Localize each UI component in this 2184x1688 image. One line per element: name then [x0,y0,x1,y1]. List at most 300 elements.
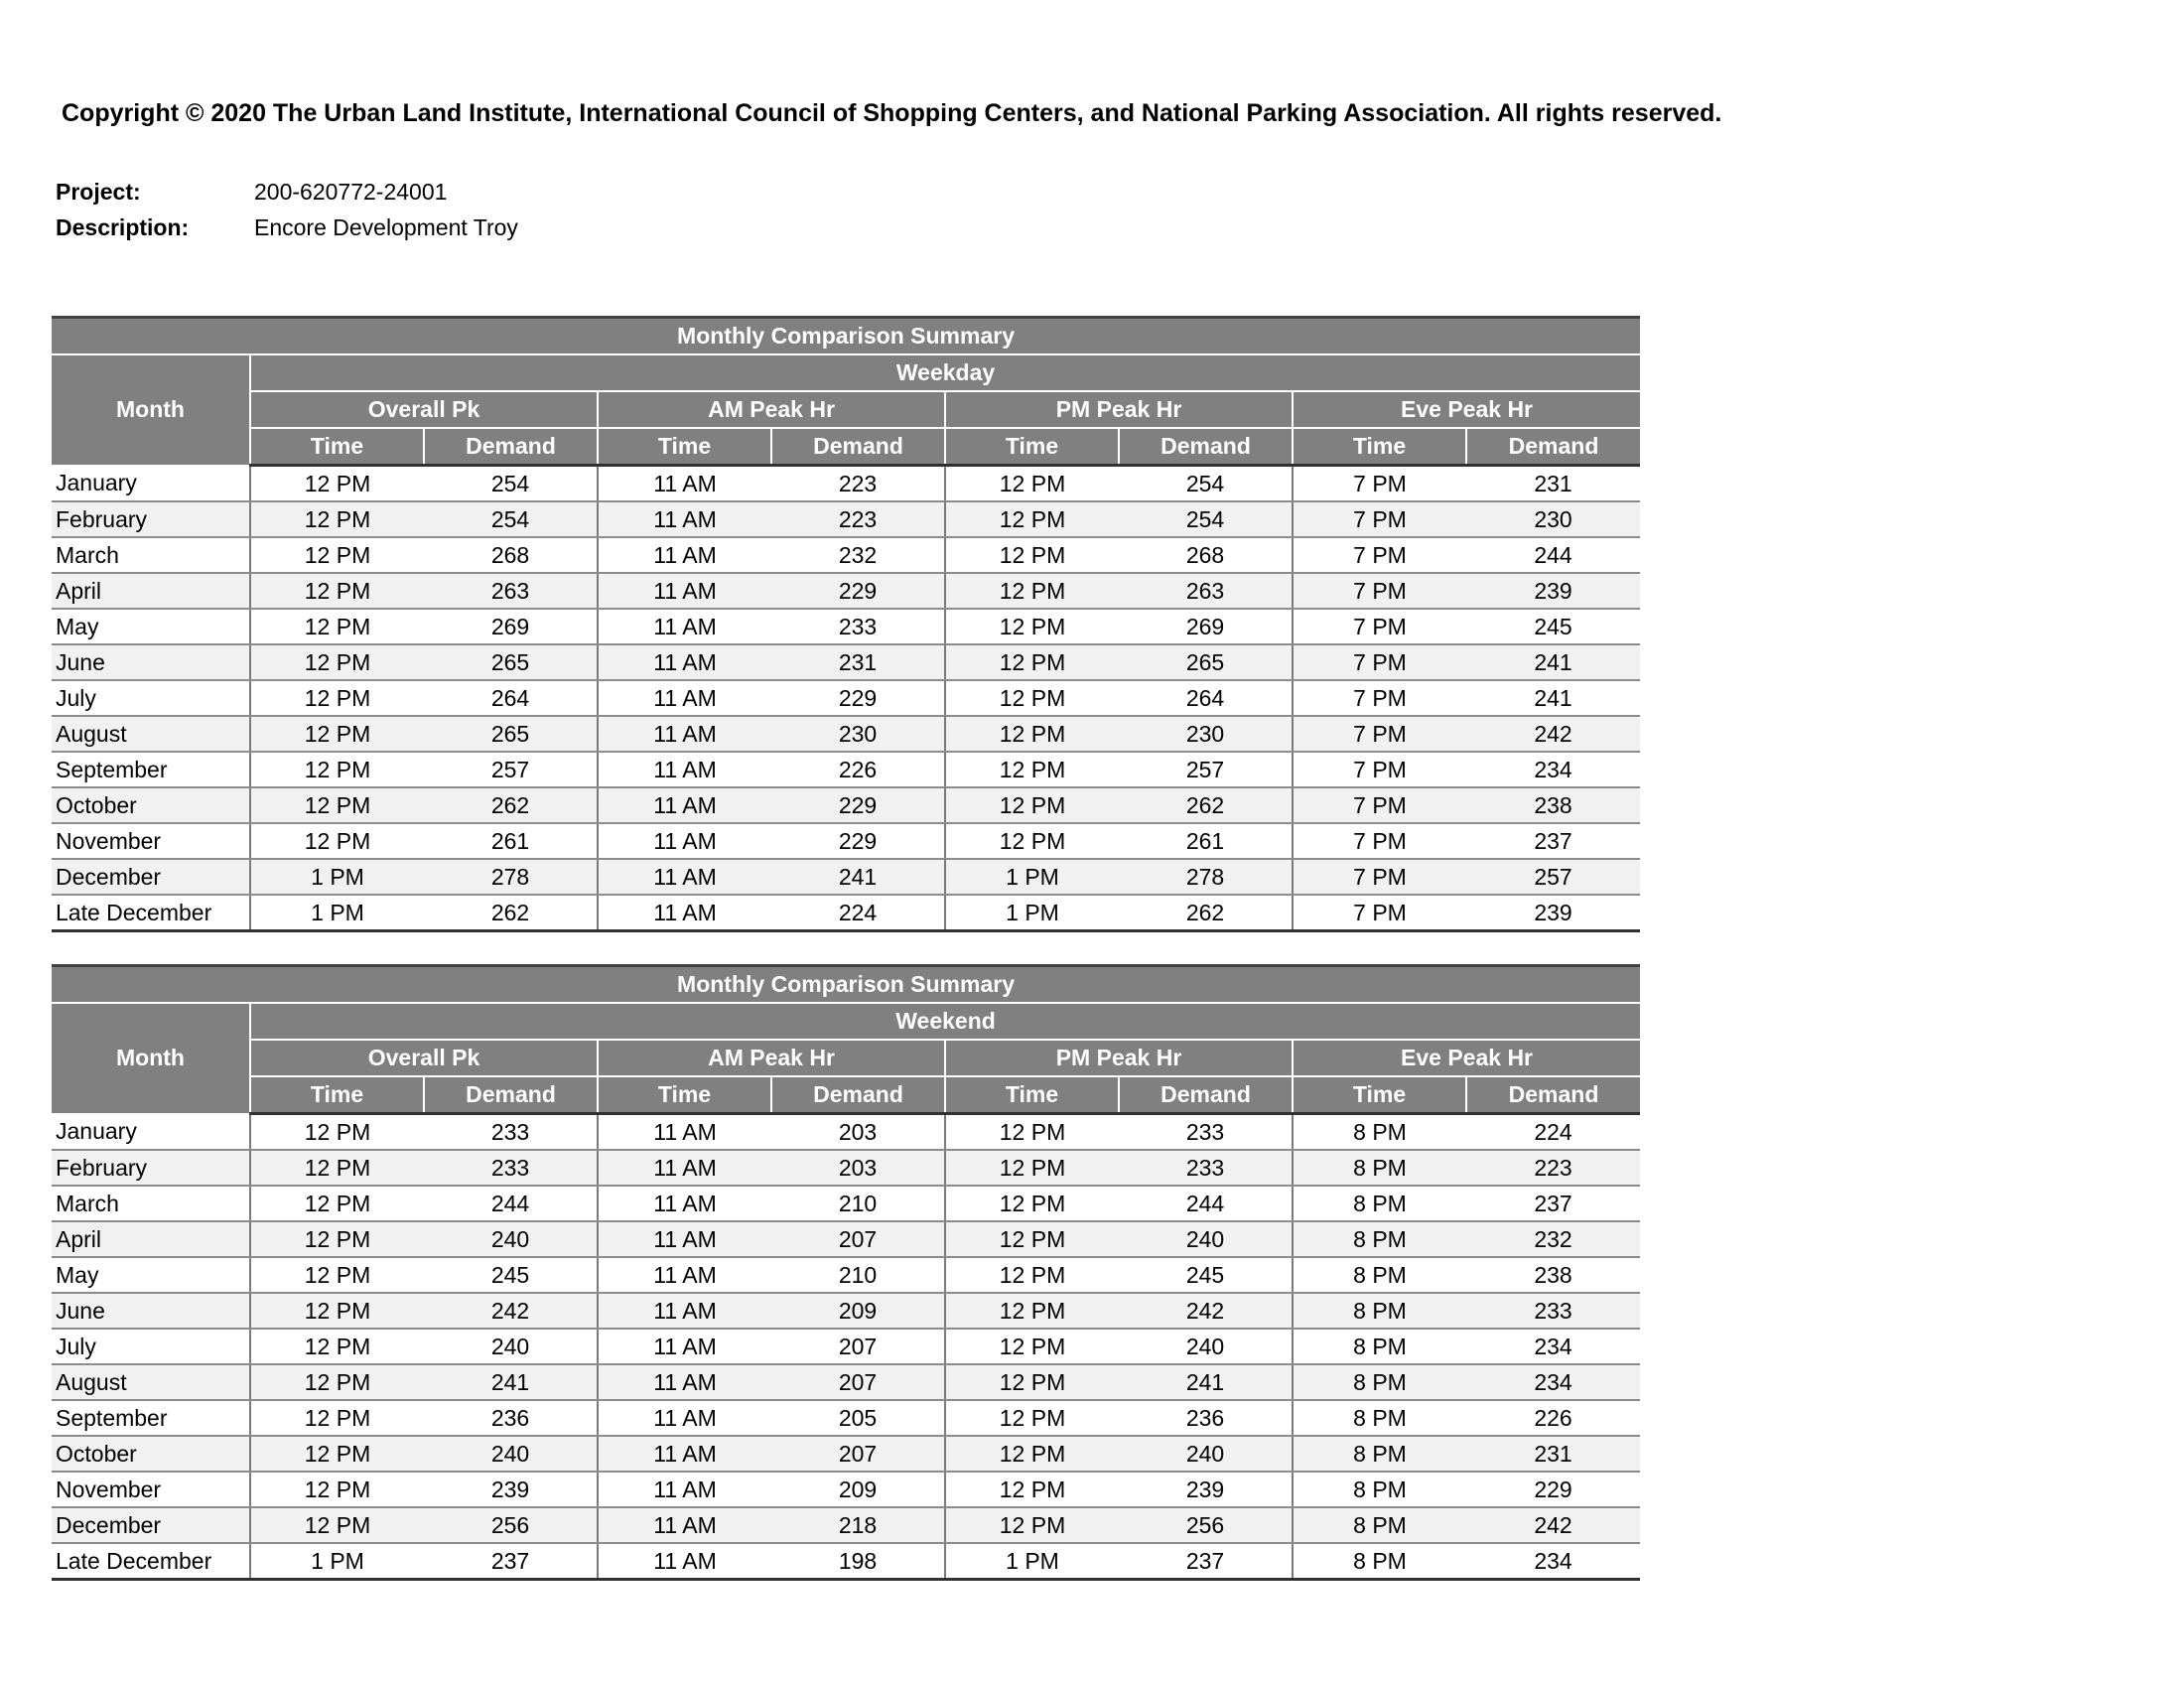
overall-time-cell: 12 PM [250,1293,424,1329]
am-demand-cell: 209 [771,1293,945,1329]
table-row [52,787,1640,823]
month-cell: September [52,752,250,787]
am-time-cell: 11 AM [598,1186,771,1221]
month-cell: August [52,716,250,752]
pm-time-cell: 12 PM [945,787,1119,823]
table-row [52,1114,1640,1151]
overall-demand-cell: 254 [424,501,598,537]
eve-time-cell: 7 PM [1293,609,1466,644]
am-demand-cell: 229 [771,787,945,823]
pm-demand-cell: 236 [1119,1400,1293,1436]
pm-time-cell: 12 PM [945,752,1119,787]
eve-time-cell: 7 PM [1293,787,1466,823]
pm-time-cell: 12 PM [945,573,1119,609]
demand-column-header: Demand [1119,428,1293,466]
eve-time-cell: 8 PM [1293,1329,1466,1364]
pm-demand-cell: 240 [1119,1221,1293,1257]
overall-demand-cell: 265 [424,716,598,752]
eve-time-cell: 7 PM [1293,716,1466,752]
time-column-header: Time [945,428,1119,466]
month-cell: September [52,1400,250,1436]
eve-demand-cell: 224 [1466,1114,1640,1151]
table-row [52,1472,1640,1507]
am-demand-cell: 233 [771,609,945,644]
month-cell: October [52,787,250,823]
am-time-cell: 11 AM [598,752,771,787]
eve-demand-cell: 244 [1466,537,1640,573]
pm-demand-cell: 244 [1119,1186,1293,1221]
overall-time-cell: 12 PM [250,501,424,537]
am-demand-cell: 226 [771,752,945,787]
pm-demand-cell: 254 [1119,466,1293,502]
eve-demand-cell: 241 [1466,680,1640,716]
am-demand-cell: 203 [771,1150,945,1186]
pm-demand-cell: 263 [1119,573,1293,609]
overall-demand-cell: 269 [424,609,598,644]
overall-demand-cell: 254 [424,466,598,502]
am-time-cell: 11 AM [598,823,771,859]
overall-time-cell: 1 PM [250,859,424,895]
am-demand-cell: 207 [771,1436,945,1472]
period-header: Weekday [250,354,1640,391]
pm-time-cell: 12 PM [945,1472,1119,1507]
month-cell: June [52,1293,250,1329]
eve-time-cell: 7 PM [1293,680,1466,716]
eve-time-cell: 7 PM [1293,895,1466,931]
am-demand-cell: 210 [771,1186,945,1221]
overall-time-cell: 12 PM [250,573,424,609]
overall-time-cell: 12 PM [250,644,424,680]
table-row [52,716,1640,752]
demand-column-header: Demand [424,1076,598,1114]
overall-time-cell: 12 PM [250,537,424,573]
eve-demand-cell: 238 [1466,1257,1640,1293]
time-column-header: Time [945,1076,1119,1114]
eve-time-cell: 8 PM [1293,1150,1466,1186]
pm-time-cell: 12 PM [945,1507,1119,1543]
pm-demand-cell: 269 [1119,609,1293,644]
am-time-cell: 11 AM [598,1293,771,1329]
month-cell: July [52,680,250,716]
month-cell: Late December [52,895,250,931]
overall-demand-cell: 233 [424,1114,598,1151]
overall-time-cell: 12 PM [250,823,424,859]
am-time-cell: 11 AM [598,609,771,644]
eve-time-cell: 7 PM [1293,644,1466,680]
am-demand-cell: 232 [771,537,945,573]
eve-time-cell: 7 PM [1293,537,1466,573]
pm-time-cell: 1 PM [945,1543,1119,1580]
time-column-header: Time [250,1076,424,1114]
am-time-cell: 11 AM [598,466,771,502]
month-column-header: Month [52,354,250,466]
eve-time-cell: 8 PM [1293,1293,1466,1329]
month-cell: March [52,537,250,573]
group-header-am-peak-hr: AM Peak Hr [598,1040,945,1076]
pm-demand-cell: 268 [1119,537,1293,573]
pm-demand-cell: 239 [1119,1472,1293,1507]
am-demand-cell: 198 [771,1543,945,1580]
am-demand-cell: 207 [771,1329,945,1364]
eve-time-cell: 7 PM [1293,823,1466,859]
am-demand-cell: 210 [771,1257,945,1293]
table-row [52,1329,1640,1364]
overall-time-cell: 12 PM [250,1436,424,1472]
eve-demand-cell: 223 [1466,1150,1640,1186]
pm-time-cell: 12 PM [945,1436,1119,1472]
pm-demand-cell: 278 [1119,859,1293,895]
eve-demand-cell: 241 [1466,644,1640,680]
am-demand-cell: 205 [771,1400,945,1436]
am-demand-cell: 224 [771,895,945,931]
am-demand-cell: 207 [771,1364,945,1400]
pm-time-cell: 12 PM [945,1257,1119,1293]
overall-demand-cell: 262 [424,787,598,823]
overall-demand-cell: 236 [424,1400,598,1436]
demand-column-header: Demand [1466,428,1640,466]
table-title: Monthly Comparison Summary [52,318,1640,355]
eve-time-cell: 7 PM [1293,859,1466,895]
overall-demand-cell: 256 [424,1507,598,1543]
pm-demand-cell: 262 [1119,787,1293,823]
overall-demand-cell: 265 [424,644,598,680]
am-time-cell: 11 AM [598,1507,771,1543]
pm-time-cell: 12 PM [945,1114,1119,1151]
group-header-eve-peak-hr: Eve Peak Hr [1293,1040,1640,1076]
eve-time-cell: 7 PM [1293,752,1466,787]
am-demand-cell: 209 [771,1472,945,1507]
am-time-cell: 11 AM [598,1329,771,1364]
pm-time-cell: 12 PM [945,1400,1119,1436]
am-demand-cell: 203 [771,1114,945,1151]
eve-time-cell: 7 PM [1293,573,1466,609]
table-row [52,752,1640,787]
eve-demand-cell: 242 [1466,716,1640,752]
time-column-header: Time [1293,428,1466,466]
pm-demand-cell: 257 [1119,752,1293,787]
eve-demand-cell: 234 [1466,1329,1640,1364]
eve-time-cell: 8 PM [1293,1186,1466,1221]
am-time-cell: 11 AM [598,895,771,931]
overall-time-cell: 12 PM [250,1472,424,1507]
table-row [52,1257,1640,1293]
am-demand-cell: 229 [771,680,945,716]
eve-demand-cell: 239 [1466,573,1640,609]
table-title: Monthly Comparison Summary [52,966,1640,1004]
overall-demand-cell: 244 [424,1186,598,1221]
eve-demand-cell: 234 [1466,1543,1640,1580]
table-row [52,895,1640,931]
eve-demand-cell: 232 [1466,1221,1640,1257]
pm-time-cell: 1 PM [945,859,1119,895]
eve-demand-cell: 234 [1466,1364,1640,1400]
month-cell: June [52,644,250,680]
am-demand-cell: 207 [771,1221,945,1257]
month-cell: December [52,1507,250,1543]
group-header-pm-peak-hr: PM Peak Hr [945,1040,1293,1076]
am-time-cell: 11 AM [598,1221,771,1257]
month-cell: Late December [52,1543,250,1580]
overall-demand-cell: 240 [424,1436,598,1472]
pm-demand-cell: 256 [1119,1507,1293,1543]
demand-column-header: Demand [424,428,598,466]
pm-time-cell: 12 PM [945,501,1119,537]
overall-time-cell: 12 PM [250,1150,424,1186]
eve-demand-cell: 230 [1466,501,1640,537]
pm-time-cell: 12 PM [945,1293,1119,1329]
pm-time-cell: 12 PM [945,716,1119,752]
eve-time-cell: 8 PM [1293,1436,1466,1472]
overall-demand-cell: 237 [424,1543,598,1580]
eve-demand-cell: 242 [1466,1507,1640,1543]
pm-demand-cell: 230 [1119,716,1293,752]
table-row [52,1221,1640,1257]
eve-time-cell: 8 PM [1293,1221,1466,1257]
am-demand-cell: 230 [771,716,945,752]
am-demand-cell: 223 [771,466,945,502]
project-line [56,179,447,206]
table-row [52,1400,1640,1436]
month-cell: May [52,1257,250,1293]
group-header-pm-peak-hr: PM Peak Hr [945,391,1293,428]
eve-time-cell: 8 PM [1293,1400,1466,1436]
pm-demand-cell: 233 [1119,1150,1293,1186]
pm-time-cell: 12 PM [945,1329,1119,1364]
pm-time-cell: 12 PM [945,1186,1119,1221]
pm-demand-cell: 261 [1119,823,1293,859]
am-time-cell: 11 AM [598,680,771,716]
month-cell: January [52,466,250,502]
weekday-summary-table [52,316,1640,932]
table-row [52,859,1640,895]
weekday-table-body [52,466,1640,931]
pm-demand-cell: 240 [1119,1329,1293,1364]
am-time-cell: 11 AM [598,1543,771,1580]
pm-demand-cell: 240 [1119,1436,1293,1472]
month-cell: February [52,501,250,537]
overall-time-cell: 12 PM [250,1329,424,1364]
group-header-overall-pk: Overall Pk [250,391,598,428]
am-time-cell: 11 AM [598,787,771,823]
overall-time-cell: 1 PM [250,1543,424,1580]
am-demand-cell: 229 [771,823,945,859]
overall-time-cell: 12 PM [250,466,424,502]
overall-time-cell: 12 PM [250,787,424,823]
eve-time-cell: 8 PM [1293,1257,1466,1293]
table-row [52,1364,1640,1400]
weekend-summary-table [52,964,1640,1581]
eve-demand-cell: 237 [1466,823,1640,859]
am-time-cell: 11 AM [598,1400,771,1436]
am-time-cell: 11 AM [598,537,771,573]
eve-time-cell: 7 PM [1293,501,1466,537]
table-row [52,1150,1640,1186]
eve-demand-cell: 234 [1466,752,1640,787]
overall-time-cell: 12 PM [250,609,424,644]
month-cell: July [52,1329,250,1364]
eve-time-cell: 8 PM [1293,1472,1466,1507]
overall-demand-cell: 242 [424,1293,598,1329]
overall-time-cell: 1 PM [250,895,424,931]
overall-time-cell: 12 PM [250,1114,424,1151]
description-line [56,214,518,241]
pm-time-cell: 12 PM [945,1221,1119,1257]
am-time-cell: 11 AM [598,1114,771,1151]
copyright-notice: Copyright © 2020 The Urban Land Institute, International Council of Shopping Centers, and National Parking Association. All rights reserved. [62,99,1722,127]
table-row [52,609,1640,644]
eve-time-cell: 8 PM [1293,1507,1466,1543]
pm-demand-cell: 254 [1119,501,1293,537]
overall-demand-cell: 240 [424,1329,598,1364]
description-label: Description: [56,214,190,240]
eve-demand-cell: 231 [1466,466,1640,502]
overall-demand-cell: 239 [424,1472,598,1507]
eve-time-cell: 7 PM [1293,466,1466,502]
pm-time-cell: 12 PM [945,466,1119,502]
month-cell: March [52,1186,250,1221]
table-row [52,1293,1640,1329]
am-time-cell: 11 AM [598,1364,771,1400]
demand-column-header: Demand [771,1076,945,1114]
month-cell: April [52,573,250,609]
am-time-cell: 11 AM [598,1257,771,1293]
month-cell: November [52,823,250,859]
eve-demand-cell: 229 [1466,1472,1640,1507]
pm-time-cell: 1 PM [945,895,1119,931]
pm-demand-cell: 242 [1119,1293,1293,1329]
am-time-cell: 11 AM [598,1436,771,1472]
overall-time-cell: 12 PM [250,1221,424,1257]
time-column-header: Time [598,428,771,466]
pm-time-cell: 12 PM [945,609,1119,644]
table-row [52,644,1640,680]
group-header-am-peak-hr: AM Peak Hr [598,391,945,428]
am-time-cell: 11 AM [598,1150,771,1186]
weekend-table-body [52,1114,1640,1580]
pm-demand-cell: 245 [1119,1257,1293,1293]
pm-demand-cell: 233 [1119,1114,1293,1151]
eve-demand-cell: 239 [1466,895,1640,931]
am-demand-cell: 218 [771,1507,945,1543]
table-row [52,537,1640,573]
eve-demand-cell: 237 [1466,1186,1640,1221]
pm-time-cell: 12 PM [945,1364,1119,1400]
am-time-cell: 11 AM [598,716,771,752]
pm-time-cell: 12 PM [945,680,1119,716]
overall-time-cell: 12 PM [250,680,424,716]
group-header-eve-peak-hr: Eve Peak Hr [1293,391,1640,428]
am-time-cell: 11 AM [598,573,771,609]
time-column-header: Time [250,428,424,466]
demand-column-header: Demand [771,428,945,466]
month-cell: November [52,1472,250,1507]
am-time-cell: 11 AM [598,501,771,537]
overall-time-cell: 12 PM [250,1507,424,1543]
table-row [52,466,1640,502]
demand-column-header: Demand [1466,1076,1640,1114]
overall-demand-cell: 278 [424,859,598,895]
eve-time-cell: 8 PM [1293,1543,1466,1580]
overall-demand-cell: 257 [424,752,598,787]
eve-time-cell: 8 PM [1293,1114,1466,1151]
table-row [52,680,1640,716]
pm-demand-cell: 237 [1119,1543,1293,1580]
table-row [52,823,1640,859]
table-row [52,1507,1640,1543]
overall-time-cell: 12 PM [250,1257,424,1293]
month-cell: January [52,1114,250,1151]
table-row [52,1436,1640,1472]
am-demand-cell: 231 [771,644,945,680]
eve-demand-cell: 226 [1466,1400,1640,1436]
overall-time-cell: 12 PM [250,1364,424,1400]
demand-column-header: Demand [1119,1076,1293,1114]
pm-demand-cell: 264 [1119,680,1293,716]
overall-demand-cell: 268 [424,537,598,573]
table-row [52,1186,1640,1221]
am-time-cell: 11 AM [598,644,771,680]
overall-time-cell: 12 PM [250,1186,424,1221]
month-cell: August [52,1364,250,1400]
month-cell: December [52,859,250,895]
pm-demand-cell: 262 [1119,895,1293,931]
table-row [52,501,1640,537]
eve-demand-cell: 233 [1466,1293,1640,1329]
pm-time-cell: 12 PM [945,1150,1119,1186]
overall-demand-cell: 261 [424,823,598,859]
month-cell: October [52,1436,250,1472]
project-value: 200-620772-24001 [254,179,448,205]
group-header-overall-pk: Overall Pk [250,1040,598,1076]
eve-time-cell: 8 PM [1293,1364,1466,1400]
time-column-header: Time [598,1076,771,1114]
overall-time-cell: 12 PM [250,752,424,787]
am-demand-cell: 229 [771,573,945,609]
eve-demand-cell: 245 [1466,609,1640,644]
overall-demand-cell: 264 [424,680,598,716]
description-value: Encore Development Troy [254,214,518,240]
am-time-cell: 11 AM [598,1472,771,1507]
month-column-header: Month [52,1003,250,1114]
month-cell: February [52,1150,250,1186]
overall-demand-cell: 233 [424,1150,598,1186]
period-header: Weekend [250,1003,1640,1040]
eve-demand-cell: 231 [1466,1436,1640,1472]
overall-time-cell: 12 PM [250,716,424,752]
overall-demand-cell: 245 [424,1257,598,1293]
table-row [52,573,1640,609]
eve-demand-cell: 238 [1466,787,1640,823]
overall-demand-cell: 240 [424,1221,598,1257]
pm-time-cell: 12 PM [945,537,1119,573]
pm-demand-cell: 241 [1119,1364,1293,1400]
am-demand-cell: 223 [771,501,945,537]
time-column-header: Time [1293,1076,1466,1114]
table-row [52,1543,1640,1580]
pm-demand-cell: 265 [1119,644,1293,680]
am-time-cell: 11 AM [598,859,771,895]
pm-time-cell: 12 PM [945,823,1119,859]
month-cell: April [52,1221,250,1257]
eve-demand-cell: 257 [1466,859,1640,895]
overall-demand-cell: 263 [424,573,598,609]
month-cell: May [52,609,250,644]
project-label: Project: [56,179,141,205]
am-demand-cell: 241 [771,859,945,895]
overall-demand-cell: 262 [424,895,598,931]
pm-time-cell: 12 PM [945,644,1119,680]
overall-time-cell: 12 PM [250,1400,424,1436]
